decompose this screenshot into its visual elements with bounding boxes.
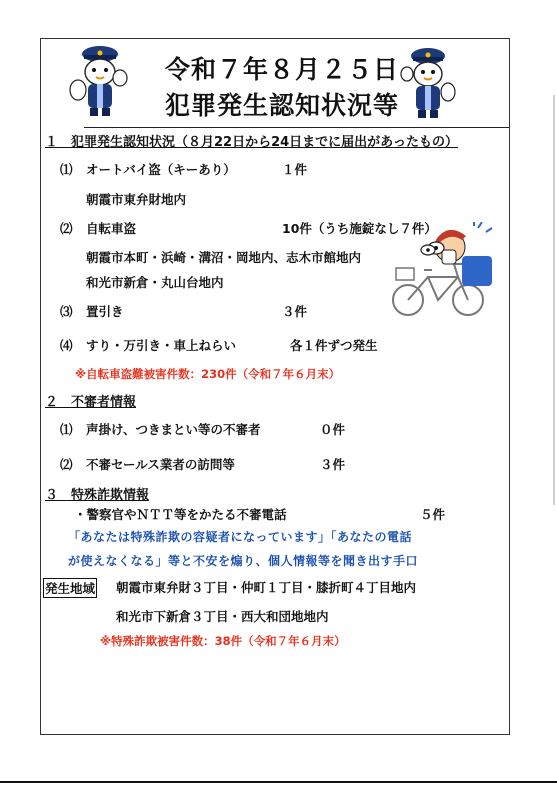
s3-area-line2: 和光市下新倉３丁目・西大和団地地内 [116, 609, 329, 624]
bottom-rule [0, 781, 557, 783]
item2-label: 自転車盗 [86, 221, 137, 236]
item2-area-line2: 和光市新倉・丸山台地内 [86, 275, 224, 290]
bicycle-theft-note: ※自転車盗難被害件数：230件（令和７年６月末） [75, 367, 341, 381]
s3-quote-line2: が使えなくなる」等と不安を煽り、個人情報等を聞き出す手口 [68, 554, 419, 568]
item1-label: オートバイ盗（キーあり） [86, 162, 236, 177]
s2-item2-count: ３件 [320, 457, 346, 472]
section1-heading: １ 犯罪発生認知状況（８月22日から24日までに届出があったもの） [45, 135, 459, 150]
header-divider [84, 127, 509, 128]
s3-item-count: ５件 [420, 507, 446, 522]
police-mascot-left-icon [62, 42, 140, 120]
fraud-damage-note: ※特殊詐欺被害件数：38件（令和７年６月末） [100, 634, 346, 648]
police-mascot-right-icon [398, 44, 458, 120]
s2-item1-count: ０件 [320, 422, 346, 437]
bicycle-thief-illustration-icon [388, 222, 498, 322]
section2-heading: ２ 不審者情報 [45, 395, 137, 410]
header-date: 令和７年８月２５日 [165, 55, 400, 84]
s3-item-label: ・警察官やＮＴＴ等をかたる不審電話 [74, 507, 287, 522]
s2-item2-num: ⑵ [60, 457, 73, 472]
item1-num: ⑴ [60, 162, 73, 177]
item3-label: 置引き [86, 304, 124, 319]
header-title: 犯罪発生認知状況等 [165, 91, 400, 120]
s2-item1-label: 声掛け、つきまとい等の不審者 [86, 422, 261, 437]
s2-item2-label: 不審セールス業者の訪問等 [86, 457, 235, 472]
s3-quote-line1: 「あなたは特殊詐欺の容疑者になっています」「あなたの電話 [68, 530, 413, 544]
section3-heading: ３ 特殊詐欺情報 [45, 488, 150, 503]
area-label-box: 発生地域 [43, 578, 97, 598]
item3-count: ３件 [282, 304, 308, 319]
item1-area: 朝霞市東弁財地内 [86, 192, 187, 207]
item4-count: 各１件ずつ発生 [290, 338, 378, 353]
item2-area-line1: 朝霞市本町・浜崎・溝沼・岡地内、志木市館地内 [86, 250, 362, 265]
item4-label: すり・万引き・車上ねらい [86, 338, 237, 353]
item1-count: １件 [282, 162, 308, 177]
s3-area-line1: 朝霞市東弁財３丁目・仲町１丁目・膝折町４丁目地内 [116, 580, 417, 595]
item2-count: 10件（うち施錠なし７件） [282, 221, 437, 236]
s2-item1-num: ⑴ [60, 422, 73, 437]
page-edge-shadow [553, 95, 555, 505]
item2-num: ⑵ [60, 221, 73, 236]
item4-num: ⑷ [60, 338, 73, 353]
item3-num: ⑶ [60, 304, 73, 319]
